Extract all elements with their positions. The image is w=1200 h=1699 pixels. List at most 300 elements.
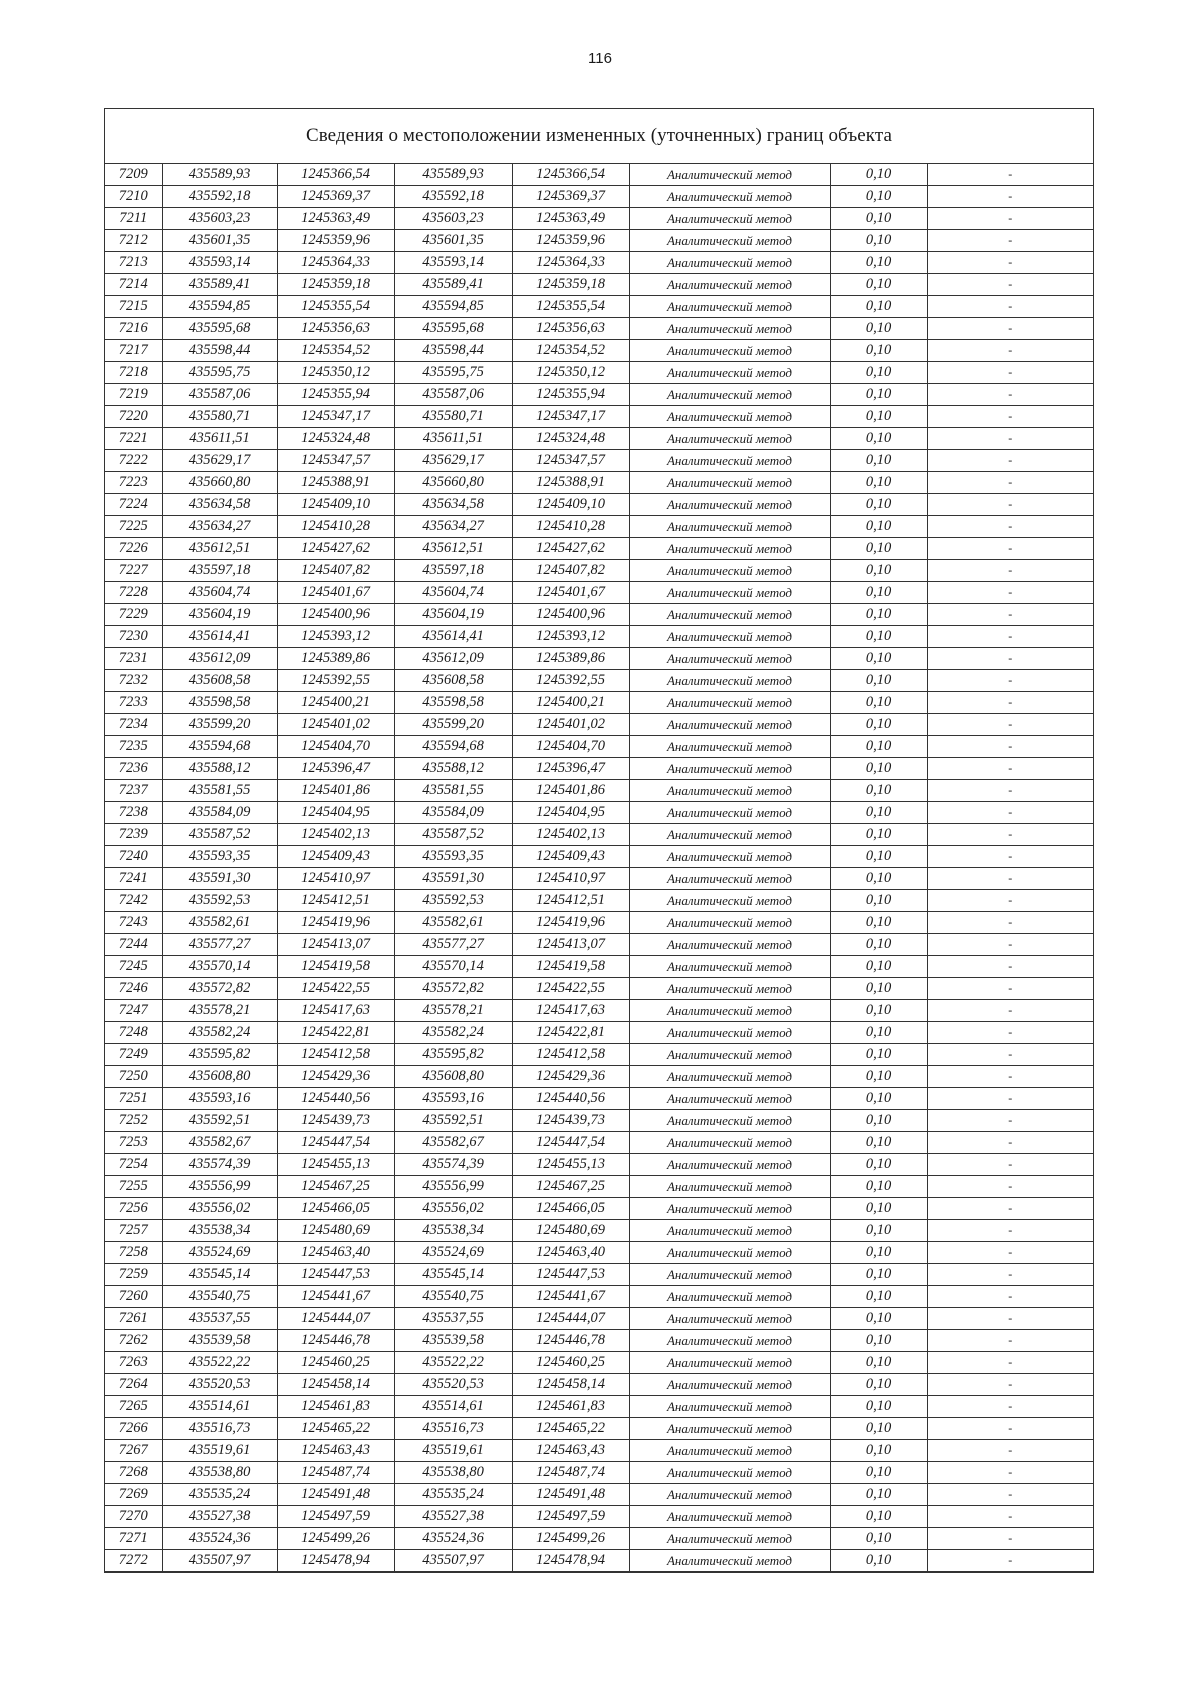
cell-x-new: 435578,21: [394, 1000, 512, 1022]
cell-accuracy: 0,10: [830, 1418, 927, 1440]
cell-y-new: 1245364,33: [512, 252, 629, 274]
cell-method: Аналитический метод: [629, 1484, 830, 1506]
cell-y-new: 1245439,73: [512, 1110, 629, 1132]
cell-x-new: 435588,12: [394, 758, 512, 780]
cell-x-new: 435597,18: [394, 560, 512, 582]
cell-accuracy: 0,10: [830, 1484, 927, 1506]
cell-accuracy: 0,10: [830, 758, 927, 780]
cell-x-existing: 435595,75: [162, 362, 277, 384]
cell-method: Аналитический метод: [629, 406, 830, 428]
cell-method: Аналитический метод: [629, 692, 830, 714]
cell-x-new: 435540,75: [394, 1286, 512, 1308]
cell-note: -: [927, 648, 1093, 670]
table-row: [105, 340, 1093, 362]
cell-x-existing: 435591,30: [162, 868, 277, 890]
table-row: [105, 1462, 1093, 1484]
cell-x-new: 435612,51: [394, 538, 512, 560]
cell-x-new: 435592,18: [394, 186, 512, 208]
cell-x-existing: 435608,58: [162, 670, 277, 692]
cell-y-new: 1245455,13: [512, 1154, 629, 1176]
cell-accuracy: 0,10: [830, 890, 927, 912]
cell-y-existing: 1245422,55: [277, 978, 394, 1000]
cell-method: Аналитический метод: [629, 252, 830, 274]
cell-note: -: [927, 1506, 1093, 1528]
cell-y-existing: 1245427,62: [277, 538, 394, 560]
cell-x-existing: 435572,82: [162, 978, 277, 1000]
cell-point-number: 7250: [105, 1066, 162, 1088]
cell-accuracy: 0,10: [830, 1044, 927, 1066]
cell-point-number: 7246: [105, 978, 162, 1000]
coordinates-table: [105, 164, 1093, 1572]
cell-accuracy: 0,10: [830, 1110, 927, 1132]
cell-point-number: 7252: [105, 1110, 162, 1132]
cell-note: -: [927, 1242, 1093, 1264]
cell-point-number: 7238: [105, 802, 162, 824]
cell-x-new: 435524,69: [394, 1242, 512, 1264]
cell-y-existing: 1245412,58: [277, 1044, 394, 1066]
cell-y-new: 1245359,96: [512, 230, 629, 252]
cell-note: -: [927, 1264, 1093, 1286]
cell-x-existing: 435599,20: [162, 714, 277, 736]
cell-point-number: 7240: [105, 846, 162, 868]
cell-y-new: 1245413,07: [512, 934, 629, 956]
cell-note: -: [927, 626, 1093, 648]
cell-point-number: 7244: [105, 934, 162, 956]
cell-note: -: [927, 384, 1093, 406]
cell-x-existing: 435593,35: [162, 846, 277, 868]
cell-accuracy: 0,10: [830, 978, 927, 1000]
cell-x-new: 435595,68: [394, 318, 512, 340]
cell-point-number: 7234: [105, 714, 162, 736]
cell-y-existing: 1245440,56: [277, 1088, 394, 1110]
cell-x-existing: 435604,74: [162, 582, 277, 604]
cell-point-number: 7271: [105, 1528, 162, 1550]
cell-point-number: 7213: [105, 252, 162, 274]
cell-point-number: 7218: [105, 362, 162, 384]
cell-y-new: 1245366,54: [512, 164, 629, 186]
cell-accuracy: 0,10: [830, 186, 927, 208]
cell-point-number: 7259: [105, 1264, 162, 1286]
cell-y-existing: 1245400,96: [277, 604, 394, 626]
table-row: [105, 1088, 1093, 1110]
table-row: [105, 1000, 1093, 1022]
cell-x-new: 435589,93: [394, 164, 512, 186]
cell-accuracy: 0,10: [830, 626, 927, 648]
cell-x-new: 435593,16: [394, 1088, 512, 1110]
cell-method: Аналитический метод: [629, 1110, 830, 1132]
cell-method: Аналитический метод: [629, 1308, 830, 1330]
cell-point-number: 7235: [105, 736, 162, 758]
cell-x-existing: 435592,51: [162, 1110, 277, 1132]
cell-accuracy: 0,10: [830, 384, 927, 406]
table-row: [105, 1066, 1093, 1088]
cell-y-existing: 1245401,67: [277, 582, 394, 604]
table-row: [105, 1044, 1093, 1066]
cell-y-existing: 1245347,57: [277, 450, 394, 472]
cell-point-number: 7229: [105, 604, 162, 626]
cell-point-number: 7228: [105, 582, 162, 604]
cell-x-new: 435587,06: [394, 384, 512, 406]
cell-y-new: 1245447,54: [512, 1132, 629, 1154]
cell-x-existing: 435589,41: [162, 274, 277, 296]
cell-point-number: 7211: [105, 208, 162, 230]
cell-method: Аналитический метод: [629, 1286, 830, 1308]
cell-method: Аналитический метод: [629, 714, 830, 736]
cell-note: -: [927, 934, 1093, 956]
cell-x-existing: 435634,27: [162, 516, 277, 538]
cell-note: -: [927, 912, 1093, 934]
cell-x-new: 435594,68: [394, 736, 512, 758]
cell-y-existing: 1245401,02: [277, 714, 394, 736]
cell-x-new: 435599,20: [394, 714, 512, 736]
table-row: [105, 1374, 1093, 1396]
cell-y-existing: 1245359,96: [277, 230, 394, 252]
cell-y-existing: 1245366,54: [277, 164, 394, 186]
cell-y-new: 1245401,86: [512, 780, 629, 802]
cell-x-new: 435593,14: [394, 252, 512, 274]
table-row: [105, 1506, 1093, 1528]
cell-y-new: 1245393,12: [512, 626, 629, 648]
cell-x-new: 435538,34: [394, 1220, 512, 1242]
cell-note: -: [927, 516, 1093, 538]
cell-accuracy: 0,10: [830, 1242, 927, 1264]
cell-y-new: 1245347,57: [512, 450, 629, 472]
cell-y-new: 1245392,55: [512, 670, 629, 692]
cell-y-existing: 1245463,43: [277, 1440, 394, 1462]
cell-y-new: 1245417,63: [512, 1000, 629, 1022]
cell-point-number: 7258: [105, 1242, 162, 1264]
cell-x-new: 435539,58: [394, 1330, 512, 1352]
cell-x-new: 435660,80: [394, 472, 512, 494]
cell-point-number: 7217: [105, 340, 162, 362]
cell-accuracy: 0,10: [830, 472, 927, 494]
cell-y-new: 1245350,12: [512, 362, 629, 384]
table-row: [105, 230, 1093, 252]
cell-y-existing: 1245409,10: [277, 494, 394, 516]
cell-x-new: 435591,30: [394, 868, 512, 890]
cell-note: -: [927, 230, 1093, 252]
table-row: [105, 296, 1093, 318]
cell-x-new: 435592,51: [394, 1110, 512, 1132]
cell-y-existing: 1245499,26: [277, 1528, 394, 1550]
cell-method: Аналитический метод: [629, 1440, 830, 1462]
cell-point-number: 7257: [105, 1220, 162, 1242]
cell-y-existing: 1245491,48: [277, 1484, 394, 1506]
cell-x-new: 435582,61: [394, 912, 512, 934]
cell-x-existing: 435570,14: [162, 956, 277, 978]
cell-x-existing: 435519,61: [162, 1440, 277, 1462]
cell-method: Аналитический метод: [629, 230, 830, 252]
table-row: [105, 1330, 1093, 1352]
cell-method: Аналитический метод: [629, 736, 830, 758]
table-row: [105, 780, 1093, 802]
cell-method: Аналитический метод: [629, 384, 830, 406]
table-row: [105, 1396, 1093, 1418]
cell-note: -: [927, 1000, 1093, 1022]
cell-y-existing: 1245487,74: [277, 1462, 394, 1484]
cell-accuracy: 0,10: [830, 1440, 927, 1462]
cell-x-existing: 435582,67: [162, 1132, 277, 1154]
cell-method: Аналитический метод: [629, 560, 830, 582]
cell-note: -: [927, 362, 1093, 384]
table-row: [105, 868, 1093, 890]
cell-accuracy: 0,10: [830, 824, 927, 846]
cell-y-existing: 1245404,95: [277, 802, 394, 824]
cell-x-new: 435535,24: [394, 1484, 512, 1506]
cell-accuracy: 0,10: [830, 362, 927, 384]
cell-y-new: 1245491,48: [512, 1484, 629, 1506]
cell-accuracy: 0,10: [830, 1374, 927, 1396]
cell-note: -: [927, 340, 1093, 362]
cell-accuracy: 0,10: [830, 692, 927, 714]
cell-method: Аналитический метод: [629, 670, 830, 692]
table-row: [105, 1286, 1093, 1308]
cell-note: -: [927, 1550, 1093, 1572]
cell-accuracy: 0,10: [830, 802, 927, 824]
table-row: [105, 714, 1093, 736]
cell-x-new: 435507,97: [394, 1550, 512, 1572]
cell-x-existing: 435545,14: [162, 1264, 277, 1286]
cell-accuracy: 0,10: [830, 494, 927, 516]
cell-accuracy: 0,10: [830, 956, 927, 978]
cell-y-new: 1245480,69: [512, 1220, 629, 1242]
table-row: [105, 1176, 1093, 1198]
cell-x-existing: 435589,93: [162, 164, 277, 186]
cell-y-new: 1245412,58: [512, 1044, 629, 1066]
table-row: [105, 956, 1093, 978]
cell-point-number: 7210: [105, 186, 162, 208]
cell-note: -: [927, 1462, 1093, 1484]
cell-x-new: 435593,35: [394, 846, 512, 868]
cell-y-existing: 1245355,54: [277, 296, 394, 318]
cell-x-existing: 435593,14: [162, 252, 277, 274]
cell-note: -: [927, 1088, 1093, 1110]
cell-method: Аналитический метод: [629, 362, 830, 384]
cell-note: -: [927, 978, 1093, 1000]
cell-accuracy: 0,10: [830, 1000, 927, 1022]
table-row: [105, 802, 1093, 824]
cell-point-number: 7236: [105, 758, 162, 780]
cell-note: -: [927, 472, 1093, 494]
cell-point-number: 7253: [105, 1132, 162, 1154]
cell-y-existing: 1245401,86: [277, 780, 394, 802]
cell-point-number: 7221: [105, 428, 162, 450]
cell-y-new: 1245419,58: [512, 956, 629, 978]
cell-y-existing: 1245359,18: [277, 274, 394, 296]
cell-method: Аналитический метод: [629, 1242, 830, 1264]
cell-accuracy: 0,10: [830, 582, 927, 604]
cell-accuracy: 0,10: [830, 560, 927, 582]
table-row: [105, 406, 1093, 428]
cell-y-new: 1245467,25: [512, 1176, 629, 1198]
cell-y-existing: 1245461,83: [277, 1396, 394, 1418]
cell-y-existing: 1245356,63: [277, 318, 394, 340]
cell-y-new: 1245499,26: [512, 1528, 629, 1550]
table-row: [105, 494, 1093, 516]
cell-accuracy: 0,10: [830, 1550, 927, 1572]
cell-accuracy: 0,10: [830, 714, 927, 736]
cell-x-existing: 435634,58: [162, 494, 277, 516]
cell-x-new: 435629,17: [394, 450, 512, 472]
cell-x-existing: 435601,35: [162, 230, 277, 252]
cell-x-new: 435572,82: [394, 978, 512, 1000]
cell-y-new: 1245407,82: [512, 560, 629, 582]
table-row: [105, 1352, 1093, 1374]
cell-y-new: 1245419,96: [512, 912, 629, 934]
cell-point-number: 7248: [105, 1022, 162, 1044]
cell-point-number: 7261: [105, 1308, 162, 1330]
cell-y-new: 1245463,40: [512, 1242, 629, 1264]
cell-x-new: 435537,55: [394, 1308, 512, 1330]
cell-x-new: 435582,67: [394, 1132, 512, 1154]
table-row: [105, 626, 1093, 648]
cell-note: -: [927, 164, 1093, 186]
cell-note: -: [927, 1132, 1093, 1154]
cell-point-number: 7215: [105, 296, 162, 318]
cell-x-new: 435581,55: [394, 780, 512, 802]
cell-point-number: 7212: [105, 230, 162, 252]
cell-method: Аналитический метод: [629, 1044, 830, 1066]
cell-method: Аналитический метод: [629, 582, 830, 604]
cell-note: -: [927, 736, 1093, 758]
cell-method: Аналитический метод: [629, 978, 830, 1000]
cell-y-new: 1245422,55: [512, 978, 629, 1000]
cell-note: -: [927, 670, 1093, 692]
cell-y-existing: 1245355,94: [277, 384, 394, 406]
cell-y-existing: 1245400,21: [277, 692, 394, 714]
cell-x-existing: 435588,12: [162, 758, 277, 780]
cell-x-existing: 435612,09: [162, 648, 277, 670]
cell-y-existing: 1245444,07: [277, 1308, 394, 1330]
cell-point-number: 7225: [105, 516, 162, 538]
cell-accuracy: 0,10: [830, 1506, 927, 1528]
cell-note: -: [927, 1176, 1093, 1198]
cell-method: Аналитический метод: [629, 538, 830, 560]
cell-x-existing: 435520,53: [162, 1374, 277, 1396]
cell-point-number: 7237: [105, 780, 162, 802]
table-row: [105, 758, 1093, 780]
cell-y-new: 1245355,94: [512, 384, 629, 406]
cell-accuracy: 0,10: [830, 868, 927, 890]
cell-accuracy: 0,10: [830, 736, 927, 758]
cell-note: -: [927, 714, 1093, 736]
table-row: [105, 736, 1093, 758]
cell-y-new: 1245404,95: [512, 802, 629, 824]
cell-y-new: 1245401,67: [512, 582, 629, 604]
cell-point-number: 7269: [105, 1484, 162, 1506]
table-row: [105, 516, 1093, 538]
cell-point-number: 7270: [105, 1506, 162, 1528]
cell-accuracy: 0,10: [830, 846, 927, 868]
cell-y-existing: 1245392,55: [277, 670, 394, 692]
cell-note: -: [927, 692, 1093, 714]
cell-x-existing: 435593,16: [162, 1088, 277, 1110]
cell-method: Аналитический метод: [629, 472, 830, 494]
cell-note: -: [927, 1418, 1093, 1440]
cell-x-existing: 435539,58: [162, 1330, 277, 1352]
cell-x-existing: 435527,38: [162, 1506, 277, 1528]
cell-method: Аналитический метод: [629, 296, 830, 318]
cell-method: Аналитический метод: [629, 780, 830, 802]
cell-note: -: [927, 208, 1093, 230]
table-row: [105, 648, 1093, 670]
cell-x-new: 435611,51: [394, 428, 512, 450]
cell-accuracy: 0,10: [830, 450, 927, 472]
cell-y-new: 1245324,48: [512, 428, 629, 450]
cell-x-new: 435514,61: [394, 1396, 512, 1418]
cell-method: Аналитический метод: [629, 912, 830, 934]
cell-method: Аналитический метод: [629, 824, 830, 846]
cell-point-number: 7249: [105, 1044, 162, 1066]
cell-note: -: [927, 1022, 1093, 1044]
cell-point-number: 7262: [105, 1330, 162, 1352]
cell-x-existing: 435594,85: [162, 296, 277, 318]
cell-x-existing: 435612,51: [162, 538, 277, 560]
cell-note: -: [927, 538, 1093, 560]
cell-method: Аналитический метод: [629, 1396, 830, 1418]
table-row: [105, 912, 1093, 934]
cell-x-existing: 435574,39: [162, 1154, 277, 1176]
cell-y-new: 1245460,25: [512, 1352, 629, 1374]
cell-accuracy: 0,10: [830, 1330, 927, 1352]
cell-y-existing: 1245460,25: [277, 1352, 394, 1374]
cell-note: -: [927, 1198, 1093, 1220]
cell-point-number: 7216: [105, 318, 162, 340]
cell-point-number: 7209: [105, 164, 162, 186]
cell-note: -: [927, 956, 1093, 978]
table-row: [105, 362, 1093, 384]
cell-y-existing: 1245404,70: [277, 736, 394, 758]
cell-accuracy: 0,10: [830, 1286, 927, 1308]
cell-point-number: 7267: [105, 1440, 162, 1462]
cell-x-existing: 435514,61: [162, 1396, 277, 1418]
cell-y-new: 1245389,86: [512, 648, 629, 670]
cell-x-new: 435603,23: [394, 208, 512, 230]
cell-point-number: 7243: [105, 912, 162, 934]
cell-note: -: [927, 1330, 1093, 1352]
table-row: [105, 384, 1093, 406]
table-row: [105, 824, 1093, 846]
cell-y-existing: 1245446,78: [277, 1330, 394, 1352]
cell-point-number: 7265: [105, 1396, 162, 1418]
cell-note: -: [927, 318, 1093, 340]
cell-method: Аналитический метод: [629, 164, 830, 186]
cell-point-number: 7222: [105, 450, 162, 472]
table-row: [105, 1198, 1093, 1220]
cell-point-number: 7268: [105, 1462, 162, 1484]
cell-method: Аналитический метод: [629, 1220, 830, 1242]
cell-y-existing: 1245455,13: [277, 1154, 394, 1176]
cell-x-existing: 435535,24: [162, 1484, 277, 1506]
cell-x-new: 435556,99: [394, 1176, 512, 1198]
cell-point-number: 7230: [105, 626, 162, 648]
cell-note: -: [927, 1066, 1093, 1088]
cell-x-new: 435519,61: [394, 1440, 512, 1462]
cell-note: -: [927, 1110, 1093, 1132]
cell-point-number: 7254: [105, 1154, 162, 1176]
cell-method: Аналитический метод: [629, 450, 830, 472]
cell-accuracy: 0,10: [830, 1066, 927, 1088]
cell-x-existing: 435660,80: [162, 472, 277, 494]
cell-y-new: 1245447,53: [512, 1264, 629, 1286]
cell-method: Аналитический метод: [629, 1374, 830, 1396]
cell-note: -: [927, 1220, 1093, 1242]
cell-method: Аналитический метод: [629, 626, 830, 648]
cell-method: Аналитический метод: [629, 868, 830, 890]
cell-y-existing: 1245478,94: [277, 1550, 394, 1572]
cell-x-new: 435608,80: [394, 1066, 512, 1088]
cell-point-number: 7224: [105, 494, 162, 516]
